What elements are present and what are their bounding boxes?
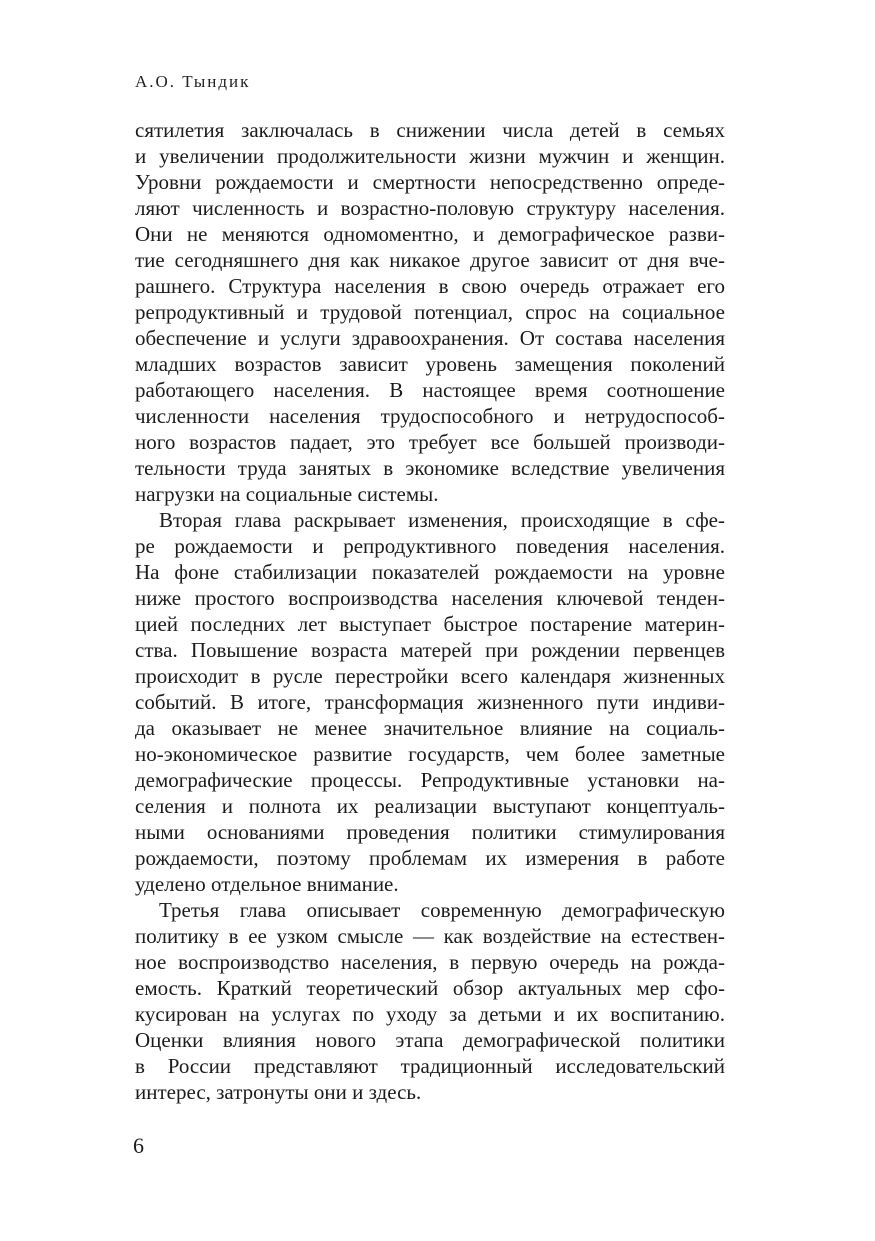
text-line: политику в ее узком смысле — как воздействие на естествен- xyxy=(135,924,725,948)
text-line: ными основаниями проведения политики стимулирования xyxy=(135,820,725,844)
text-line: тельности труда занятых в экономике вследствие увеличения xyxy=(135,456,725,480)
text-line: селения и полнота их реализации выступают концептуаль- xyxy=(135,794,725,818)
text-line: Уровни рождаемости и смертности непосредственно опреде- xyxy=(135,170,725,194)
text-line: событий. В итоге, трансформация жизненного пути индиви- xyxy=(135,690,725,714)
text-line: ного возрастов падает, это требует все большей производи- xyxy=(135,430,725,454)
page-number: 6 xyxy=(133,1133,144,1158)
text-line: ства. Повышение возраста матерей при рождении первенцев xyxy=(135,638,725,662)
text-line: На фоне стабилизации показателей рождаемости на уровне xyxy=(135,560,725,584)
text-line: обеспечение и услуги здравоохранения. От состава населения xyxy=(135,326,725,350)
text-line: Вторая глава раскрывает изменения, происходящие в сфе- xyxy=(159,508,725,532)
text-line: тие сегодняшнего дня как никакое другое зависит от дня вче- xyxy=(135,248,725,272)
text-line: сятилетия заключалась в снижении числа детей в семьях xyxy=(135,118,725,142)
text-line: интерес, затронуты они и здесь. xyxy=(135,1080,422,1104)
running-head: А.О. Тындик xyxy=(135,72,251,91)
text-line: но-экономическое развитие государств, чем более заметные xyxy=(135,742,725,766)
text-line: ное воспроизводство населения, в первую очередь на рожда- xyxy=(135,950,725,974)
text-line: работающего населения. В настоящее время соотношение xyxy=(135,378,725,402)
text-line: ре рождаемости и репродуктивного поведения населения. xyxy=(135,534,725,558)
text-line: кусирован на услугах по уходу за детьми и их воспитанию. xyxy=(135,1002,725,1026)
text-line: рождаемости, поэтому проблемам их измерения в работе xyxy=(135,846,725,870)
text-line: уделено отдельное внимание. xyxy=(135,872,399,896)
text-line: ляют численность и возрастно-половую структуру населения. xyxy=(135,196,725,220)
text-line: Третья глава описывает современную демографическую xyxy=(159,898,725,922)
text-line: да оказывает не менее значительное влияние на социаль- xyxy=(135,716,725,740)
text-line: численности населения трудоспособного и нетрудоспособ- xyxy=(135,404,725,428)
text-line: нагрузки на социальные системы. xyxy=(135,482,439,506)
text-line: цией последних лет выступает быстрое постарение материн- xyxy=(135,612,725,636)
text-line: и увеличении продолжительности жизни мужчин и женщин. xyxy=(135,144,725,168)
text-line: Оценки влияния нового этапа демографической политики xyxy=(135,1028,725,1052)
text-line: ниже простого воспроизводства населения ключевой тенден- xyxy=(135,586,725,610)
text-line: рашнего. Структура населения в свою очередь отражает его xyxy=(135,274,725,298)
text-line: в России представляют традиционный исследовательский xyxy=(135,1054,725,1078)
text-line: демографические процессы. Репродуктивные установки на- xyxy=(135,768,725,792)
text-line: происходит в русле перестройки всего календаря жизненных xyxy=(135,664,725,688)
text-line: младших возрастов зависит уровень замещения поколений xyxy=(135,352,725,376)
text-line: репродуктивный и трудовой потенциал, спрос на социальное xyxy=(135,300,725,324)
text-line: Они не меняются одномоментно, и демографическое разви- xyxy=(135,222,725,246)
text-line: емость. Краткий теоретический обзор актуальных мер сфо- xyxy=(135,976,725,1000)
